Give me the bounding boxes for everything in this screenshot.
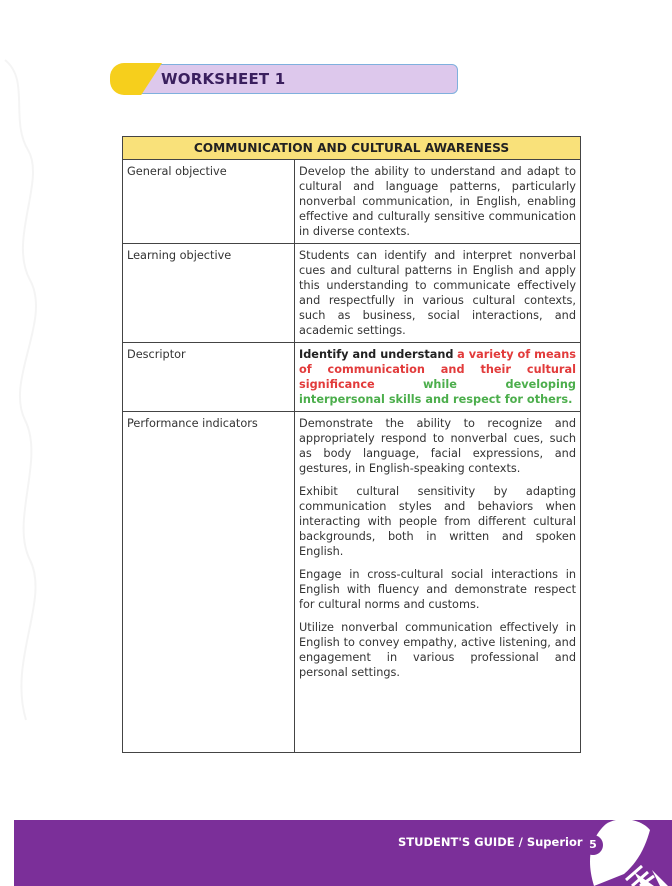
- table-row: [123, 160, 581, 244]
- descriptor-content: [295, 343, 581, 412]
- table-heading: COMMUNICATION AND CULTURAL AWARENESS: [123, 137, 581, 160]
- footer-bar: [14, 820, 672, 886]
- row-content: Develop the ability to understand and adapt to cultural and language patterns, particularly nonverbal communication, in English, enabling effective and culturally sensitive communication in diverse contexts.: [295, 160, 581, 244]
- row-content: Students can identify and interpret nonverbal cues and cultural patterns in English and apply this understanding to communicate effectively and respectfully in various cultural contexts, such as business, social interactions, and academic settings.: [295, 244, 581, 343]
- descriptor-part-1: Identify and understand: [299, 348, 454, 361]
- objectives-table: [122, 136, 581, 753]
- descriptor-part-3: while developing interpersonal skills and respect for others.: [299, 378, 576, 406]
- table-header-row: [123, 137, 581, 160]
- descriptor-part-2: a variety of means of communication and their cultural significance: [299, 348, 577, 391]
- indicator-item: Exhibit cultural sensitivity by adapting communication styles and behaviors when interacting with people from different cultural backgrounds, both in written and spoken English.: [299, 485, 576, 558]
- guide-name: STUDENT'S GUIDE: [398, 835, 515, 849]
- table-row: [123, 343, 581, 412]
- worksheet-title: WORKSHEET 1: [161, 70, 286, 88]
- table-row: [123, 412, 581, 753]
- row-label: Performance indicators: [123, 412, 295, 753]
- table-row: [123, 244, 581, 343]
- indicator-item: Demonstrate the ability to recognize and appropriately respond to nonverbal cues, such as body language, facial expressions, and gestures, in English-speaking contexts.: [299, 417, 576, 475]
- guide-level: / Superior: [518, 835, 583, 849]
- footer-label: [398, 835, 583, 849]
- indicator-item: Engage in cross-cultural social interactions in English with fluency and demonstrate respect for cultural norms and customs.: [299, 568, 576, 611]
- background-doodle: [0, 0, 40, 760]
- row-label: Learning objective: [123, 244, 295, 343]
- indicator-item: Utilize nonverbal communication effectively in English to convey empathy, active listening, and engagement in various professional and personal settings.: [299, 621, 576, 679]
- row-label: General objective: [123, 160, 295, 244]
- worksheet-header: [110, 63, 460, 97]
- row-label: Descriptor: [123, 343, 295, 412]
- indicators-content: [295, 412, 581, 753]
- page-number: 5: [583, 835, 603, 855]
